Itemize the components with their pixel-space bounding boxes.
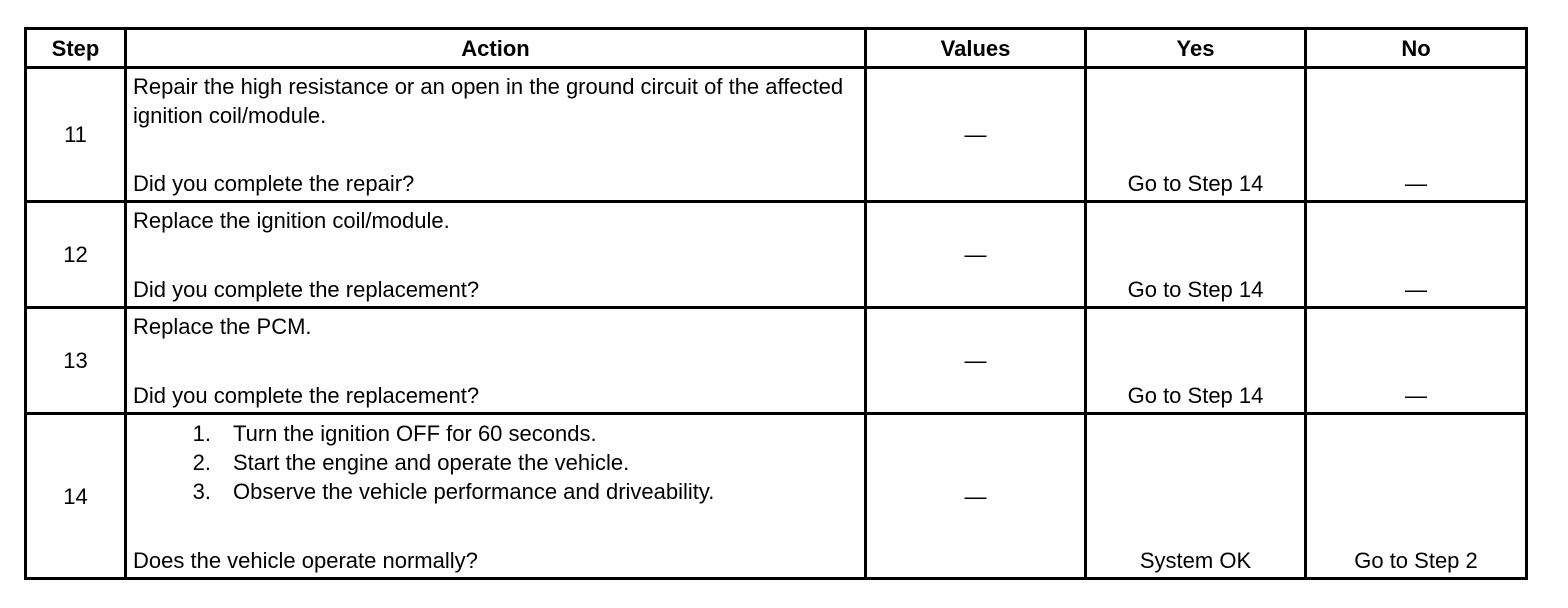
- action-question: Did you complete the replacement?: [133, 277, 480, 302]
- values-cell: —: [866, 68, 1086, 202]
- table-row: [26, 68, 1527, 202]
- no-cell: Go to Step 2: [1306, 414, 1527, 579]
- list-item-text: Turn the ignition OFF for 60 seconds.: [233, 421, 597, 446]
- action-steps-list: [133, 419, 856, 506]
- action-question: Did you complete the replacement?: [133, 383, 480, 408]
- table-row: [26, 308, 1527, 414]
- step-number: 12: [26, 202, 126, 308]
- action-text: Repair the high resistance or an open in the ground circuit of the affected ignition coil/module.: [133, 74, 844, 128]
- no-cell: —: [1306, 202, 1527, 308]
- action-cell: [126, 68, 866, 202]
- values-cell: —: [866, 414, 1086, 579]
- header-yes: Yes: [1086, 29, 1306, 68]
- action-question: Did you complete the repair?: [133, 171, 415, 196]
- values-cell: —: [866, 308, 1086, 414]
- header-values: Values: [866, 29, 1086, 68]
- action-cell: [126, 202, 866, 308]
- yes-cell: Go to Step 14: [1086, 68, 1306, 202]
- table-row: [26, 414, 1527, 579]
- list-item: [133, 477, 856, 506]
- step-number: 14: [26, 414, 126, 579]
- list-item-number: 1.: [192, 421, 211, 446]
- header-step: Step: [26, 29, 126, 68]
- header-row: [26, 29, 1527, 68]
- header-no: No: [1306, 29, 1527, 68]
- list-item-number: 2.: [192, 450, 211, 475]
- yes-cell: Go to Step 14: [1086, 202, 1306, 308]
- diagnostic-table: [24, 27, 1528, 580]
- header-action: Action: [126, 29, 866, 68]
- list-item-text: Observe the vehicle performance and driveability.: [233, 479, 715, 504]
- table-row: [26, 202, 1527, 308]
- step-number: 11: [26, 68, 126, 202]
- action-question: Does the vehicle operate normally?: [133, 548, 478, 573]
- action-cell: [126, 414, 866, 579]
- list-item: [133, 419, 856, 448]
- list-item: [133, 448, 856, 477]
- action-text: Replace the PCM.: [133, 314, 312, 339]
- values-cell: —: [866, 202, 1086, 308]
- action-text: Replace the ignition coil/module.: [133, 208, 450, 233]
- no-cell: —: [1306, 68, 1527, 202]
- yes-cell: Go to Step 14: [1086, 308, 1306, 414]
- list-item-text: Start the engine and operate the vehicle.: [233, 450, 630, 475]
- list-item-number: 3.: [192, 479, 211, 504]
- action-cell: [126, 308, 866, 414]
- step-number: 13: [26, 308, 126, 414]
- yes-cell: System OK: [1086, 414, 1306, 579]
- no-cell: —: [1306, 308, 1527, 414]
